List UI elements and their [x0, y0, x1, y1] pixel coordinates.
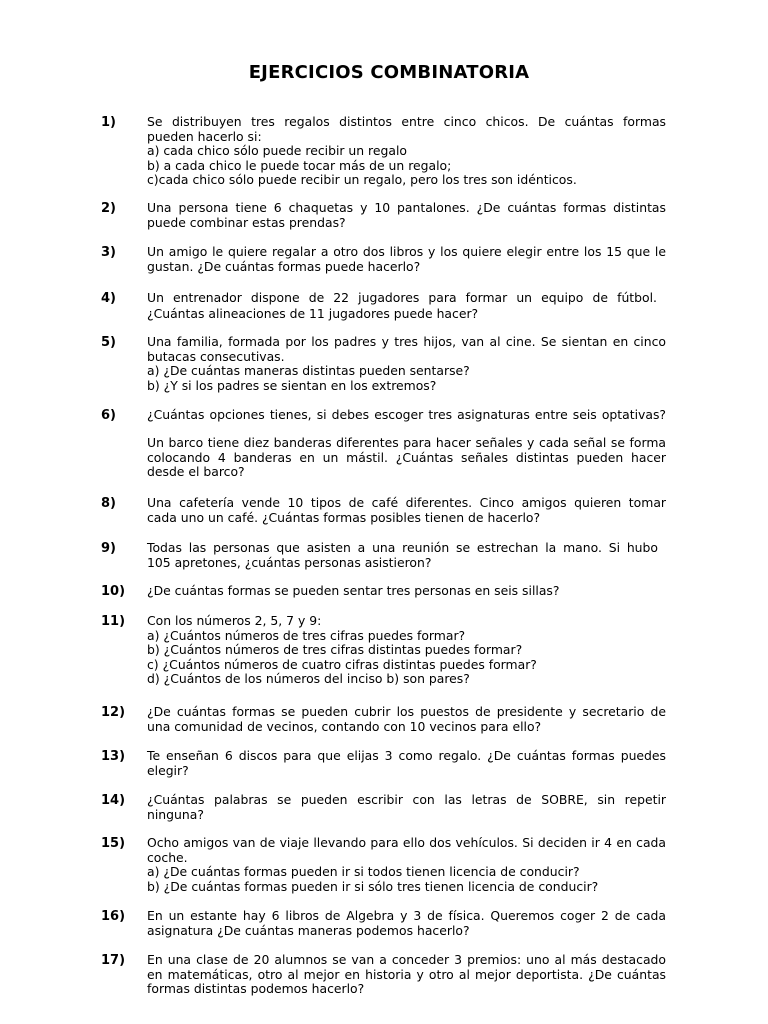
exercise-line: b) ¿De cuántas formas pueden ir si sólo tres tienen licencia de conducir? [147, 878, 599, 894]
exercise-line: c) ¿Cuántos números de cuatro cifras distintas puedes formar? [147, 656, 537, 672]
exercise-line: ¿Cuántas alineaciones de 11 jugadores puede hacer? [147, 305, 479, 321]
exercise-line: ninguna? [147, 806, 204, 822]
exercise-number: 5) [101, 335, 116, 350]
exercise-line: Un barco tiene diez banderas diferentes para hacer señales y cada señal se forma [147, 435, 666, 450]
exercise-line: pueden hacerlo si: [147, 128, 262, 144]
exercise-text [147, 245, 666, 274]
exercise-number: 2) [101, 201, 116, 216]
exercise-text [147, 793, 666, 822]
exercise-line: Todas las personas que asisten a una reunión se estrechan la mano. Si hubo [147, 540, 658, 555]
exercise-number: 15) [101, 836, 126, 851]
exercise-number: 4) [101, 291, 116, 306]
exercise-number: 8) [101, 496, 116, 511]
exercise-line: asignatura ¿De cuántas maneras podemos hacerlo? [147, 922, 470, 938]
exercise-line: en matemáticas, otro al mejor en historia y otro al mejor deportista. ¿De cuántas [147, 966, 666, 982]
exercise-line: gustan. ¿De cuántas formas puede hacerlo? [147, 258, 421, 274]
exercise-line: b) ¿Cuántos números de tres cifras distintas puedes formar? [147, 642, 523, 658]
exercise-line: ¿Cuántas opciones tienes, si debes escoger tres asignaturas entre seis optativas? [147, 407, 666, 422]
exercise-line: colocando 4 banderas en un mástil. ¿Cuántas señales distintas pueden hacer [147, 449, 666, 465]
exercise-text [147, 496, 666, 525]
document-title: EJERCICIOS COMBINATORIA [248, 62, 530, 83]
exercise-number: 14) [101, 793, 126, 808]
exercise-line: coche. [147, 849, 188, 865]
exercise-text [147, 836, 666, 894]
exercise-text [147, 541, 658, 570]
exercise-number: 10) [101, 584, 126, 599]
exercise-line: elegir? [147, 762, 189, 778]
exercise-line: a) ¿De cuántas maneras distintas pueden sentarse? [147, 363, 470, 379]
exercise-number: 3) [101, 245, 116, 260]
exercise-line: butacas consecutivas. [147, 348, 285, 364]
exercise-line: b) a cada chico le puede tocar más de un regalo; [147, 157, 452, 173]
exercise-number: 16) [101, 909, 126, 924]
exercise-line: a) ¿Cuántos números de tres cifras puedes formar? [147, 627, 466, 643]
exercise-line: 105 apretones, ¿cuántas personas asistieron? [147, 554, 432, 570]
exercise-line: formas distintas podemos hacerlo? [147, 981, 365, 997]
exercise-line: ¿Cuántas palabras se pueden escribir con las letras de SOBRE, sin repetir [147, 792, 666, 807]
exercise-number: 1) [101, 115, 116, 130]
exercise-line: Con los números 2, 5, 7 y 9: [147, 613, 322, 628]
exercise-text [147, 584, 666, 599]
exercise-line: En un estante hay 6 libros de Algebra y 3 de física. Queremos coger 2 de cada [147, 908, 666, 923]
exercise-text [147, 436, 666, 480]
exercise-text [147, 749, 666, 778]
exercise-line: En una clase de 20 alumnos se van a conceder 3 premios: uno al más destacado [147, 952, 666, 967]
exercise-line: Te enseñan 6 discos para que elijas 3 como regalo. ¿De cuántas formas puedes [147, 748, 666, 763]
exercise-line: a) ¿De cuántas formas pueden ir si todos tienen licencia de conducir? [147, 864, 580, 880]
exercise-line: Ocho amigos van de viaje llevando para ello dos vehículos. Si deciden ir 4 en cada [147, 835, 666, 850]
exercise-text [147, 408, 666, 423]
exercise-text [147, 201, 666, 230]
exercise-number: 9) [101, 541, 116, 556]
exercise-text [147, 291, 657, 321]
exercise-line: Un amigo le quiere regalar a otro dos libros y los quiere elegir entre los 15 que le [147, 244, 666, 259]
exercise-line: Una familia, formada por los padres y tres hijos, van al cine. Se sientan en cinco [147, 334, 666, 349]
exercise-line: Una cafetería vende 10 tipos de café diferentes. Cinco amigos quieren tomar [147, 495, 666, 510]
exercise-line: cada uno un café. ¿Cuántas formas posibles tienen de hacerlo? [147, 509, 541, 525]
exercise-line: c)cada chico sólo puede recibir un regalo, pero los tres son idénticos. [147, 172, 577, 188]
exercise-number: 17) [101, 953, 126, 968]
exercise-number: 6) [101, 408, 116, 423]
exercise-text [147, 953, 666, 997]
exercise-line: b) ¿Y si los padres se sientan en los extremos? [147, 377, 437, 393]
exercise-text [147, 705, 666, 734]
exercise-number: 12) [101, 705, 126, 720]
exercise-line: una comunidad de vecinos, contando con 10 vecinos para ello? [147, 718, 542, 734]
exercise-number: 13) [101, 749, 126, 764]
exercise-line: d) ¿Cuántos de los números del inciso b) son pares? [147, 671, 470, 687]
exercise-text [147, 614, 666, 687]
exercise-text [147, 115, 666, 188]
exercise-line: Una persona tiene 6 chaquetas y 10 pantalones. ¿De cuántas formas distintas [147, 200, 666, 215]
exercise-line: ¿De cuántas formas se pueden sentar tres personas en seis sillas? [147, 583, 560, 598]
exercise-line: puede combinar estas prendas? [147, 214, 346, 230]
exercise-number: 11) [101, 614, 126, 629]
exercise-line: desde el barco? [147, 464, 245, 480]
exercise-text [147, 335, 666, 393]
exercise-text [147, 909, 666, 938]
exercise-line: Un entrenador dispone de 22 jugadores para formar un equipo de fútbol. [147, 290, 657, 305]
exercise-line: ¿De cuántas formas se pueden cubrir los puestos de presidente y secretario de [147, 704, 666, 719]
exercise-line: a) cada chico sólo puede recibir un regalo [147, 143, 407, 159]
exercise-line: Se distribuyen tres regalos distintos entre cinco chicos. De cuántas formas [147, 114, 666, 129]
